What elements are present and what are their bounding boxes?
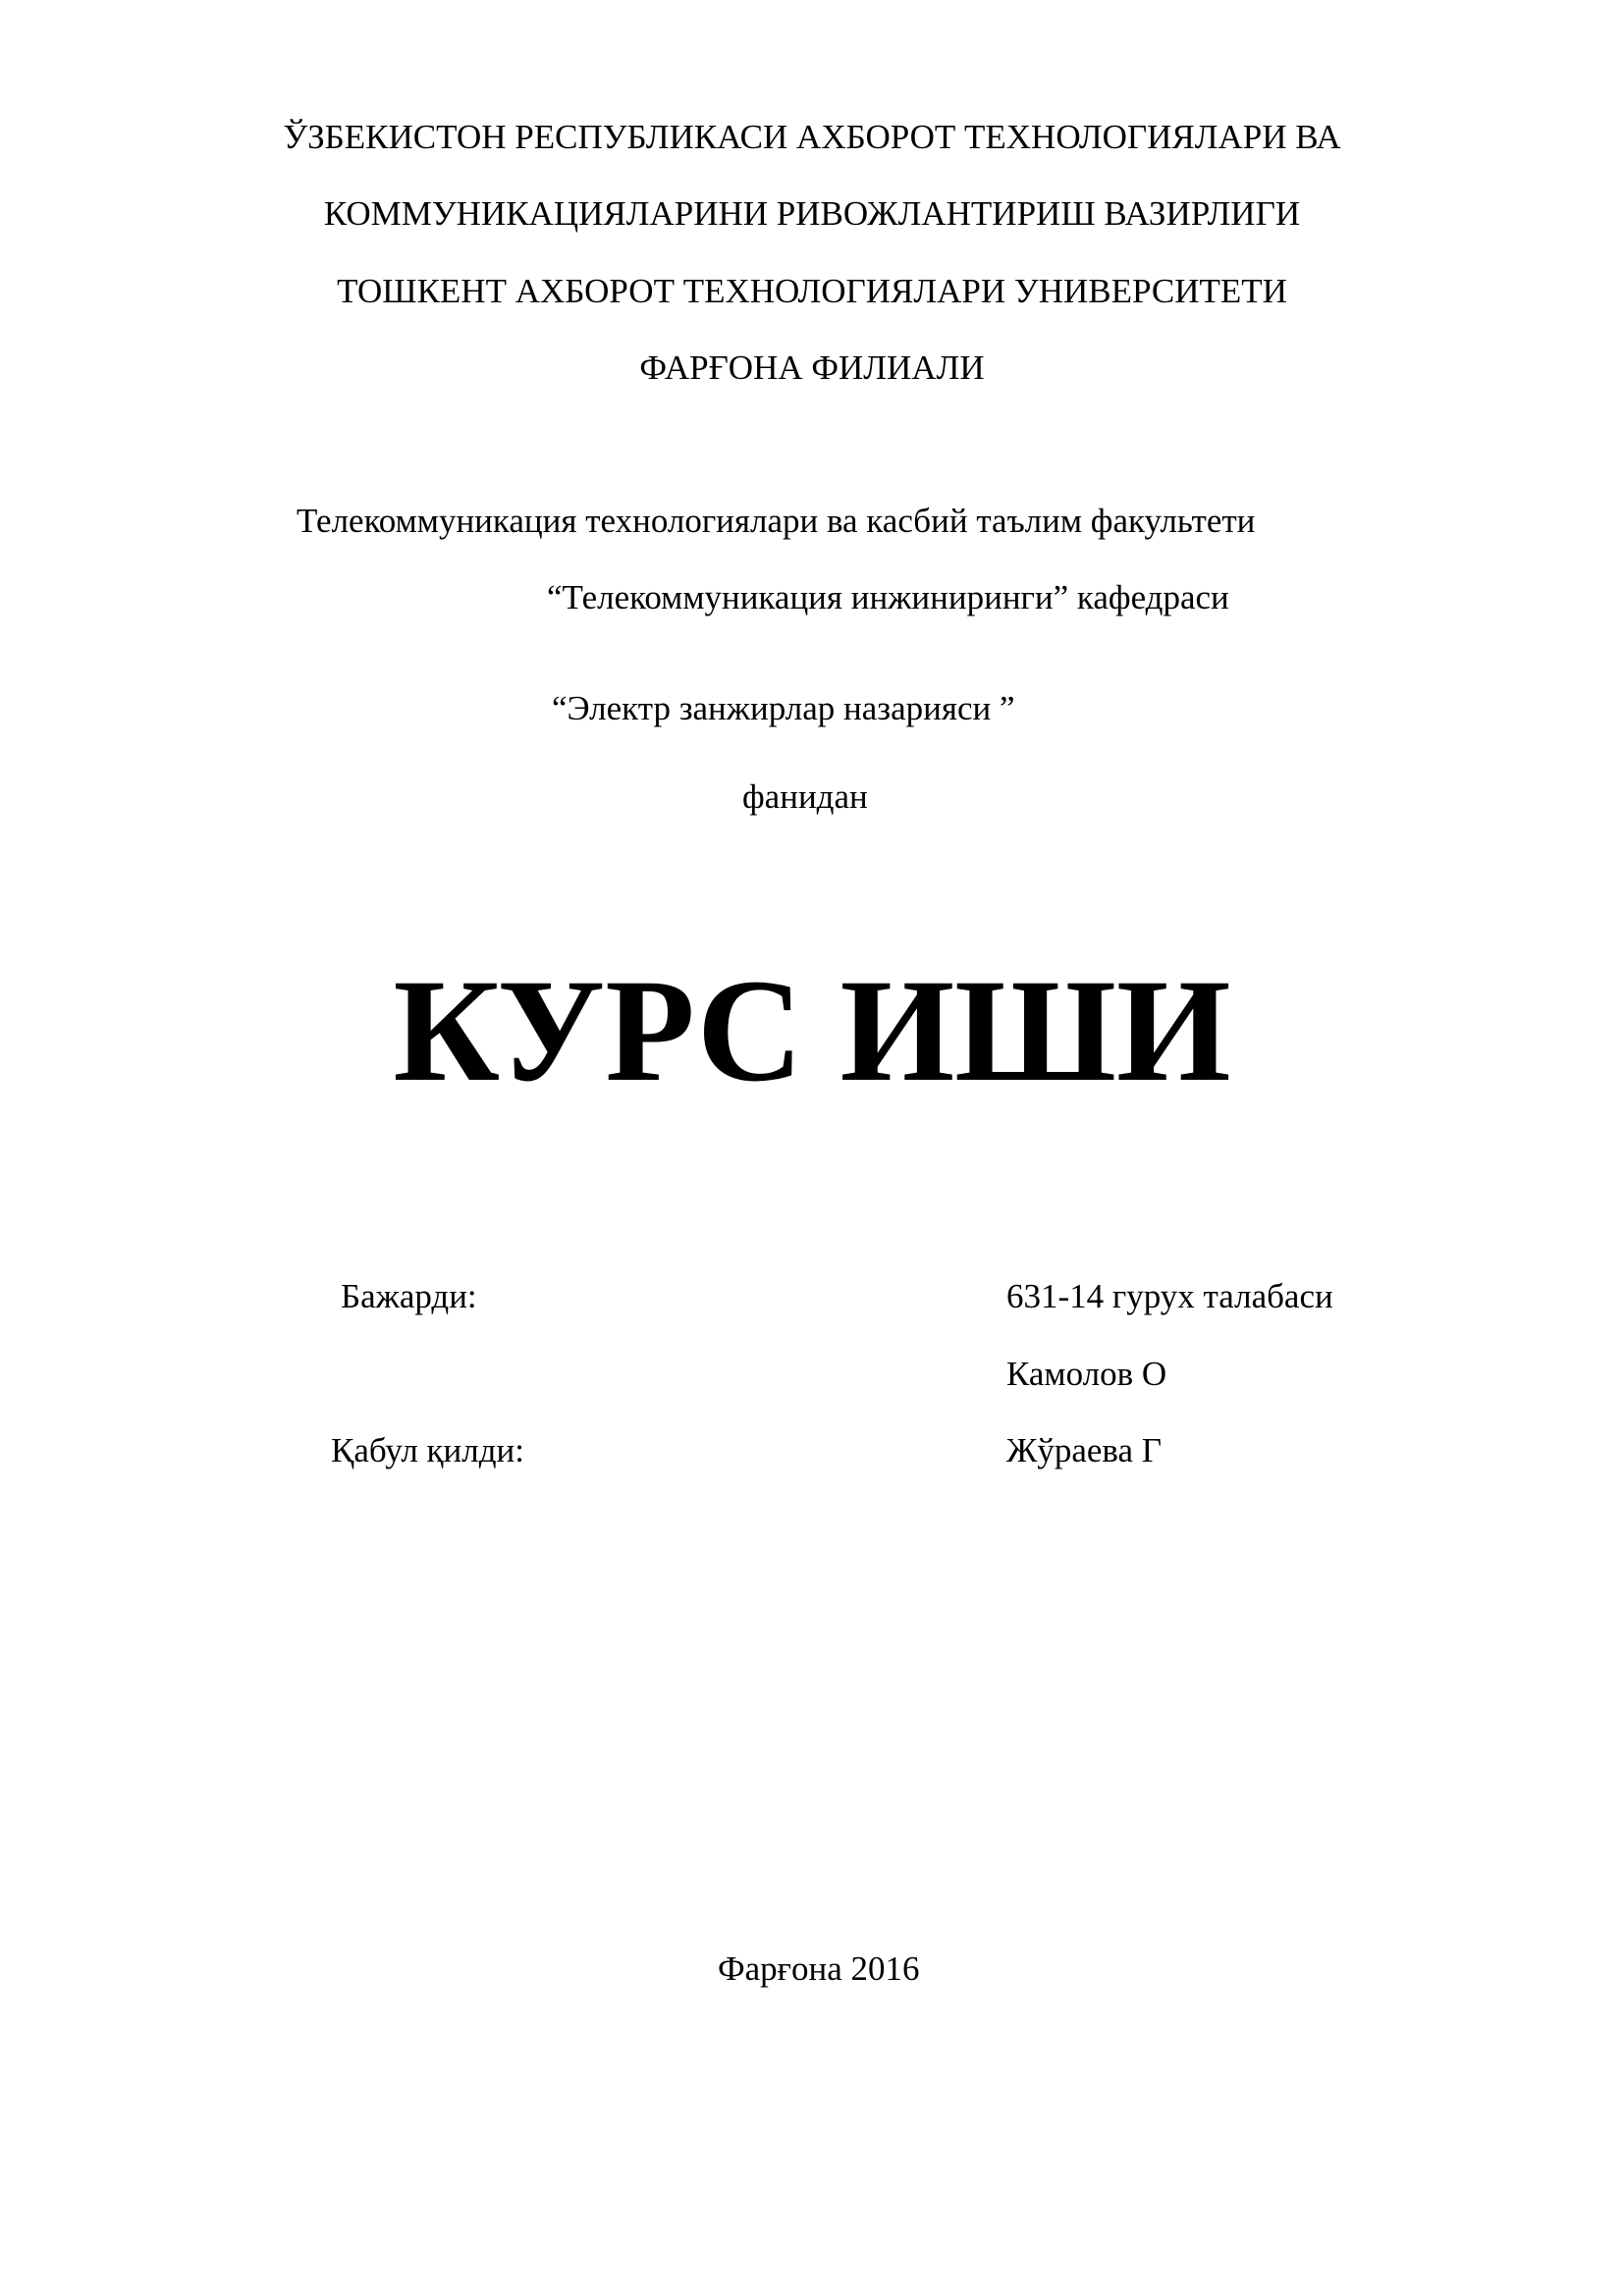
branch-line: ФАРҒОНА ФИЛИАЛИ: [639, 348, 985, 387]
ministry-line-1: ЎЗБЕКИСТОН РЕСПУБЛИКАСИ АХБОРОТ ТЕХНОЛОГИЯЛАРИ ВА: [283, 118, 1341, 156]
done-by-label: Бажарди:: [341, 1277, 477, 1315]
student-name: Камолов О: [1006, 1355, 1167, 1393]
teacher-name: Жўраева Г: [1006, 1431, 1163, 1469]
subject-line: “Электр занжирлар назарияси ”: [552, 689, 1015, 727]
subject-suffix: фанидан: [742, 777, 868, 816]
group-value: 631-14 гурух талабаси: [1006, 1277, 1333, 1315]
ministry-line-2: КОММУНИКАЦИЯЛАРИНИ РИВОЖЛАНТИРИШ ВАЗИРЛИГИ: [323, 194, 1301, 233]
department-line: “Телекоммуникация инжиниринги” кафедраси: [547, 578, 1229, 616]
university-line: ТОШКЕНТ АХБОРОТ ТЕХНОЛОГИЯЛАРИ УНИВЕРСИТЕТИ: [337, 272, 1287, 310]
accepted-by-label: Қабул қилди:: [331, 1431, 524, 1469]
place-year: Фарғона 2016: [718, 1949, 920, 1988]
page-title: КУРС ИШИ: [393, 949, 1231, 1112]
faculty-line: Телекоммуникация технологиялари ва касбий таълим факультети: [297, 502, 1256, 540]
